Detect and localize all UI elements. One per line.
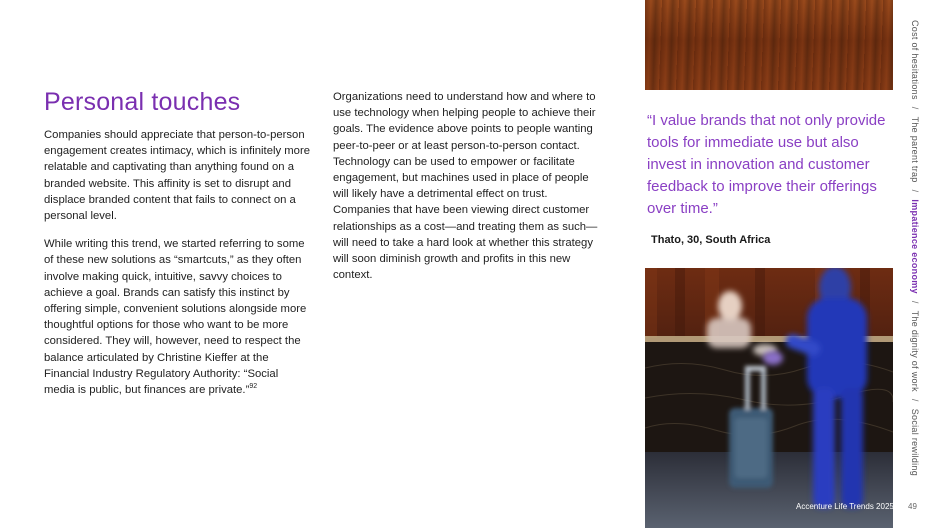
footer-brand: Accenture Life Trends 2025	[796, 502, 894, 511]
section-nav-list	[910, 20, 920, 476]
footnote-ref[interactable]: 92	[249, 383, 258, 391]
nav-separator: /	[910, 398, 920, 402]
body-paragraph	[44, 236, 312, 398]
nav-item-cost-of-hesitations[interactable]: Cost of hesitations	[910, 20, 920, 100]
lobby-photo-illustration	[645, 268, 893, 528]
nav-item-social-rewilding[interactable]: Social rewilding	[910, 408, 920, 477]
body-paragraph: Organizations need to understand how and where to use technology when helping people to achieve their goals. The evidence above points to people wanting peer-to-peer or at least person-to-person contact. Technology can be used to empower or facilitate engagement, but machines used in place of people will likely have a detrimental effect on trust. Companies that have been viewing direct customer relationships as a cost—and treating them as such—will need to take a hard look at whether this strategy will soon diminish growth and profits in this new context.	[333, 91, 598, 282]
hotel-lobby-photo	[645, 268, 893, 528]
quote-attribution: Thato, 30, South Africa	[651, 234, 771, 246]
section-nav	[902, 20, 928, 477]
section-heading: Personal touches	[44, 88, 241, 116]
nav-item-the-dignity-of-work[interactable]: The dignity of work	[910, 310, 920, 392]
nav-item-the-parent-trap[interactable]: The parent trap	[910, 116, 920, 183]
nav-separator: /	[910, 189, 920, 193]
body-column-left	[44, 127, 312, 410]
nav-separator: /	[910, 300, 920, 304]
pull-quote: “I value brands that not only provide tools for immediate use but also invest in innovation and customer feedback to improve their offerings over time.”	[647, 112, 886, 217]
wood-texture-photo	[645, 0, 893, 90]
nav-item-impatience-economy[interactable]: Impatience economy	[910, 199, 920, 294]
body-paragraph: Companies should appreciate that person-to-person engagement creates intimacy, which is infinitely more relatable and captivating than anything found on a branded website. This affinity is set to disrupt and displace branded content that fails to connect on a personal level.	[44, 129, 311, 223]
body-paragraph-text: While writing this trend, we started referring to some of these new solutions as “smartcuts,” as they often involve making quick, intuitive, savvy choices to achieve a goal. Brands can satisfy this instinct by offering simple, convenient solutions alongside more thoughtful options for those who want to be more considered. They will, however, need to respect the balance articulated by Christine Kieffer at the Financial Industry Regulatory Authority: “Social media is public, but finances are private.”	[44, 238, 307, 397]
nav-separator: /	[910, 106, 920, 110]
body-column-middle	[333, 89, 599, 283]
page-number: 49	[908, 502, 917, 511]
